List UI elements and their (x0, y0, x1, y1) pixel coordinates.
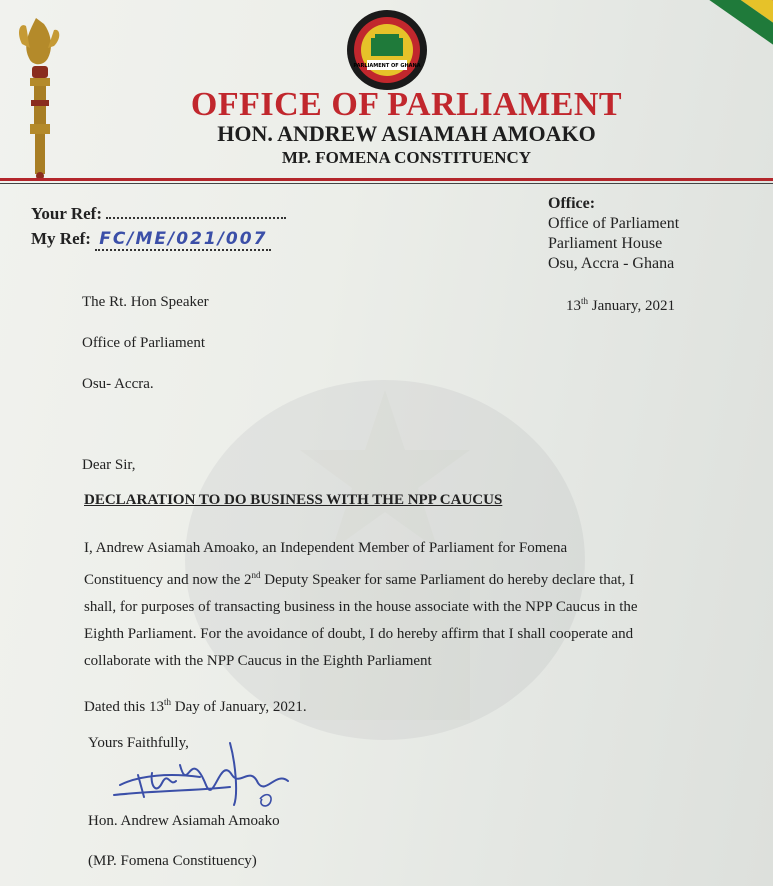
body-line-1: I, Andrew Asiamah Amoako, an Independent Member of Parliament for Fomena (84, 540, 568, 556)
body-line-4: Eighth Parliament. For the avoidance of doubt, I do hereby affirm that I shall cooperate and (84, 626, 634, 642)
your-ref-row (31, 203, 286, 224)
header-rule-black (0, 183, 773, 184)
subject-line: DECLARATION TO DO BUSINESS WITH THE NPP CAUCUS (84, 492, 503, 508)
office-line-1: Office of Parliament (548, 215, 680, 232)
closing: Yours Faithfully, (88, 735, 189, 751)
body-line-5: collaborate with the NPP Caucus in the Eighth Parliament (84, 653, 432, 669)
recipient-line-3: Osu- Accra. (82, 376, 154, 392)
constituency-heading: MP. FOMENA CONSTITUENCY (281, 148, 532, 167)
parliament-seal (345, 8, 429, 92)
signatory-title: (MP. Fomena Constituency) (88, 853, 257, 869)
your-ref-label: Your Ref: (31, 204, 102, 223)
your-ref-blank (106, 203, 286, 219)
signatory-name: Hon. Andrew Asiamah Amoako (88, 813, 280, 829)
office-label: Office: (548, 195, 596, 212)
body-line-3: shall, for purposes of transacting business in the house associate with the NPP Caucus in the (84, 599, 638, 615)
my-ref-row (31, 229, 271, 249)
recipient-line-1: The Rt. Hon Speaker (82, 294, 209, 310)
ghana-flag-corner (680, 0, 773, 74)
office-line-3: Osu, Accra - Ghana (548, 255, 675, 272)
mp-name-heading: HON. ANDREW ASIAMAH AMOAKO (217, 121, 596, 146)
seal-text: PARLIAMENT OF GHANA (353, 63, 421, 69)
office-line-2: Parliament House (548, 235, 663, 252)
my-ref-value: FC/ME/021/007 (95, 229, 271, 251)
recipient-line-2: Office of Parliament (82, 335, 206, 351)
handwritten-signature (110, 725, 330, 815)
body-line-2: Constituency and now the 2nd Deputy Speaker for same Parliament do hereby declare that, I (84, 570, 635, 588)
salutation: Dear Sir, (82, 457, 136, 473)
header-rule-red (0, 178, 773, 181)
my-ref-label: My Ref: (31, 229, 91, 248)
letter-date: 13th January, 2021 (566, 296, 675, 314)
office-address-block (548, 194, 679, 274)
dated-line: Dated this 13th Day of January, 2021. (84, 697, 307, 715)
office-title: OFFICE OF PARLIAMENT (190, 86, 623, 123)
body-paragraph (84, 535, 724, 675)
